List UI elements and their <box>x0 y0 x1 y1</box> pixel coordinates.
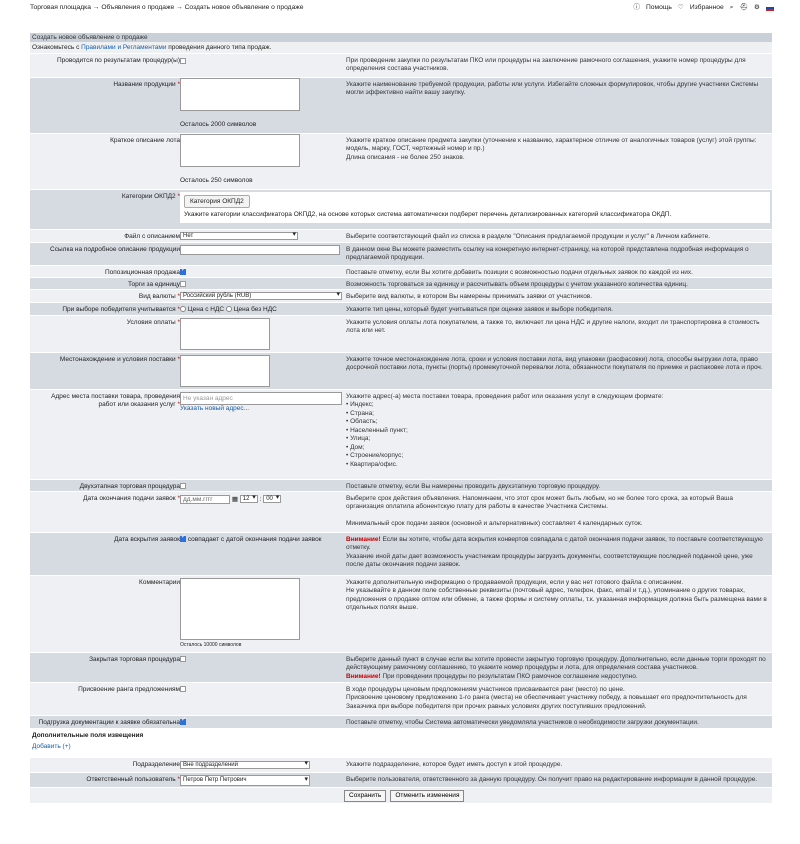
row-docs <box>30 715 772 728</box>
pos-checkbox[interactable] <box>180 269 186 275</box>
hint-payment: Укажите условия оплаты лота покупателем, а также то, включает ли цена НДС и другие налоги, входит ли транспортировка в стоимость лота или нет. <box>346 319 760 335</box>
required-mark: * <box>177 401 180 409</box>
row-rank <box>30 682 772 715</box>
row-location <box>30 352 772 389</box>
required-mark: * <box>177 81 180 88</box>
closed-checkbox[interactable] <box>180 656 186 662</box>
row-closed <box>30 652 772 682</box>
form <box>30 33 772 803</box>
name-textarea[interactable] <box>180 78 300 111</box>
row-responsible <box>30 772 772 787</box>
address-input[interactable]: Не указан адрес <box>180 392 342 405</box>
rank-value <box>180 686 186 694</box>
responsible-select[interactable]: Петров Петр Петрович ▾ <box>180 775 310 786</box>
hint-unit: Возможность торговаться за единицу и рассчитывать объем процедуры с учетом указанного количества единиц. <box>346 281 688 288</box>
add-field-link[interactable]: Добавить (+) <box>32 743 71 750</box>
hint-opendate <box>346 536 770 570</box>
radio-with-vat[interactable] <box>180 306 186 312</box>
responsible-value <box>180 775 310 786</box>
pko-checkbox[interactable] <box>180 58 186 64</box>
hint-winner: Укажите тип цены, который будет учитываться при оценке заявок и выборе победителя. <box>346 306 613 313</box>
hint-currency: Выберите вид валюты, в котором Вы намерены принимать заявки от участников. <box>346 293 593 300</box>
payment-textarea[interactable] <box>180 318 270 350</box>
required-mark: * <box>177 306 180 313</box>
row-okpd <box>30 189 772 229</box>
top-right-links <box>633 4 774 13</box>
label-location <box>35 356 180 364</box>
label-okpd-text: Категории ОКПД2 <box>121 193 176 200</box>
label-responsible-text: Ответственный пользователь <box>86 776 176 783</box>
required-mark: * <box>177 293 180 300</box>
label-currency-text: Вид валюты <box>138 293 176 300</box>
label-closed: Закрытая торговая процедура <box>89 656 180 663</box>
label-payment-text: Условия оплаты <box>126 319 176 326</box>
row-file <box>30 229 772 242</box>
label-desc: Краткое описание лота <box>110 137 180 144</box>
comments-counter: Осталось 10000 символов <box>180 642 242 648</box>
hint-comments: Укажите дополнительную информацию о продаваемой продукции, если у вас нет готового файла с описанием. Не указывайте в данном поле собственные реквизиты (почтовый адрес, телефон, факс, email и т.д.), упоминание о других товарах, предложения о продаже оптом или обмене, а также формы и систему оплаты, т.к. указанная информация должна быть размещена вами в отдельных полях выше. <box>346 579 767 612</box>
help-icon[interactable]: ⓘ <box>633 4 640 11</box>
label-enddate-text: Дата окончания подачи заявок <box>83 495 176 502</box>
warning-text: Внимание! <box>346 536 381 543</box>
search-icon[interactable]: ⌕ <box>729 4 734 11</box>
hint-responsible: Выберите пользователя, ответственного за данную процедуру. Он получит право на редактирование информации в данной процедуре. <box>346 776 758 783</box>
row-comments <box>30 575 772 652</box>
file-value <box>180 232 298 241</box>
required-mark: * <box>177 193 180 200</box>
rank-checkbox[interactable] <box>180 686 186 692</box>
label-twostage: Двухэтапная торговая процедура <box>79 483 180 490</box>
label-okpd <box>35 193 180 201</box>
row-unit <box>30 277 772 289</box>
row-currency <box>30 289 772 302</box>
required-mark: * <box>177 776 180 783</box>
department-select[interactable]: Вне подразделений ▾ <box>180 761 310 769</box>
label-pos: Попозиционная продажа <box>104 269 180 276</box>
radio-with-vat-label[interactable]: Цена с НДС <box>187 306 225 313</box>
location-textarea[interactable] <box>180 355 270 387</box>
favorites-icon[interactable]: ♡ <box>677 4 684 11</box>
hat-icon[interactable]: ⛑ <box>739 4 748 11</box>
required-mark: * <box>177 495 180 502</box>
link-input[interactable] <box>180 245 340 255</box>
label-link: Ссылка на подробное описание продукции <box>50 246 180 253</box>
hint-link: В данном окне Вы можете разместить ссылку на конкретную интернет-страницу, на которой представлена подробная информация о предлагаемой продукции. <box>346 246 749 262</box>
currency-value <box>180 292 342 301</box>
save-button[interactable]: Сохранить <box>344 790 386 802</box>
favorites-link[interactable]: Избранное <box>689 4 724 11</box>
label-department: Подразделение <box>132 761 180 768</box>
opendate-checkbox[interactable] <box>180 536 186 542</box>
docs-value <box>180 719 186 727</box>
gear-icon[interactable]: ⚙ <box>754 4 760 11</box>
label-docs: Подгрузка документации к заявке обязательна <box>38 719 180 726</box>
rules-link[interactable]: Правилами и Регламентами <box>81 44 167 51</box>
rules-notice <box>30 42 772 53</box>
hint-name: Укажите наименование требуемой продукции, работы или услуги. Избегайте сложных формулировок, чтобы другие участники Системы могли эффективно найти вашу закупку. <box>346 81 759 97</box>
label-address-text: Адрес места поставки товара, проведения работ или оказания услуг <box>51 393 180 409</box>
new-address-link[interactable]: Указать новый адрес... <box>180 405 250 412</box>
row-payment <box>30 315 772 352</box>
label-unit: Торги за единицу <box>128 281 180 288</box>
calendar-icon[interactable]: ▦ <box>231 496 238 503</box>
label-rank: Присвоение ранга предложениям <box>78 686 180 693</box>
hint-closed-text: Выберите данный пункт в случае если вы хотите провести закрытую торговую процедуру. Дополнительно, если данные торги проходят по действующему рамочному соглашению, то укажите номер процедуры и лота, для определения состава участников. <box>346 656 766 672</box>
label-location-text: Местонахождение и условия поставки <box>59 356 176 363</box>
label-comments: Комментарии <box>139 579 180 586</box>
label-name-text: Название продукции <box>113 81 176 88</box>
hint-desc: Укажите краткое описание предмета закупки (уточнение к названию, характерное отличие от аналогичных товаров (услуг) этой группы: модель, марку, ГОСТ, чертежный номер и пр.) Длина описания - не более 250 знаков. <box>346 137 757 161</box>
form-buttons <box>344 790 464 802</box>
required-mark: * <box>177 356 180 363</box>
extra-fields-title: Дополнительные поля извещения <box>30 728 772 743</box>
desc-textarea[interactable] <box>180 134 300 167</box>
hint-pko: При проведении закупки по результатам ПКО или процедуры на заключение рамочного соглашения, укажите номер процедуры для определения состава участников. <box>346 57 746 73</box>
hint-file: Выберите соответствующий файл из списка в разделе "Описания предлагаемой продукции и услуг" в Личном кабинете. <box>346 233 710 240</box>
row-link <box>30 242 772 265</box>
notice-text-2: проведения данного типа продаж. <box>166 44 272 51</box>
label-name <box>35 81 180 89</box>
page-title: Создать новое объявление о продаже <box>30 33 772 42</box>
desc-counter: Осталось 250 символов <box>180 177 253 184</box>
required-mark: * <box>177 319 180 326</box>
label-file: Файл с описанием <box>124 233 180 240</box>
label-winner-text: При выборе победителя учитывается <box>62 306 176 313</box>
radio-without-vat[interactable] <box>226 306 232 312</box>
warning-text: Внимание! <box>346 672 381 680</box>
hint-pos: Поставьте отметку, если Вы хотите добавить позиции с возможностью подачи отдельных заявок по каждой из них. <box>346 269 693 276</box>
hint-enddate: Выберите срок действия объявления. Напоминаем, что этот срок может быть любым, но не более того срока, за который Ваша организация оплатила абонентскую плату для работы в качестве Участника Системы. Минимальный срок подачи заявок (основной и альтернативных) составляет 4 календарных суток. <box>346 495 734 528</box>
winner-value <box>180 306 277 314</box>
hint-closed-text-2: При проведении процедуры по результатам ПКО рамочное соглашение недоступно. <box>380 672 638 680</box>
name-counter: Осталось 2000 символов <box>180 121 257 128</box>
comments-textarea[interactable] <box>180 578 300 640</box>
row-twostage <box>30 479 772 491</box>
unit-checkbox[interactable] <box>180 281 186 287</box>
hint-closed <box>346 656 770 681</box>
enddate-input[interactable]: дд.мм.гггг <box>180 495 230 504</box>
hint-department: Укажите подразделение, которое будет иметь доступ к этой процедуре. <box>346 761 563 768</box>
notice-text: Ознакомьтесь с <box>32 44 82 51</box>
link-value <box>180 245 340 258</box>
okpd-box <box>180 192 770 223</box>
closed-value <box>180 656 186 664</box>
label-currency <box>35 293 180 301</box>
label-opendate: Дата вскрытия заявок <box>114 536 180 543</box>
hint-location: Укажите точное местонахождение лота, сроки и условия поставки лота, вид упаковки (расфасовки) лота, способы выгрузки лота, право досрочной поставки лота, пункты (порты) промежуточной перевалки лота, обязанности покупателя по приемке и распаковке лота и проч. <box>346 356 763 372</box>
hint-address: Укажите адрес(-а) места поставки товара, проведения работ или оказания услуг в следующем формате: • Индекс; • Страна; • Область; • Населенный пункт; • Улица; • Дом; • Строение/корпус; • Квартира/офис. <box>346 393 664 468</box>
file-select[interactable]: Нет ▾ <box>180 232 298 240</box>
top-bar <box>30 4 774 14</box>
hint-docs: Поставьте отметку, чтобы Система автоматически уведомляла участников о необходимости загрузки документации. <box>346 719 699 726</box>
row-buttons <box>30 787 772 803</box>
row-name <box>30 77 772 133</box>
opendate-value <box>180 536 322 544</box>
row-opendate <box>30 532 772 575</box>
label-address <box>35 393 180 410</box>
department-value <box>180 761 310 770</box>
extra-fields-row <box>30 743 772 757</box>
opendate-checkbox-label[interactable]: совпадает с датой окончания подачи заявок <box>187 536 322 543</box>
russian-flag-icon[interactable] <box>766 5 774 11</box>
hint-twostage: Поставьте отметку, если Вы намерены проводить двухэтапную торговую процедуру. <box>346 483 601 490</box>
label-winner <box>35 306 180 314</box>
breadcrumb[interactable]: Торговая площадка → Объявления о продаже → Создать новое объявление о продаже <box>30 4 304 11</box>
twostage-checkbox[interactable] <box>180 483 186 489</box>
row-enddate <box>30 491 772 532</box>
row-pos <box>30 265 772 277</box>
docs-checkbox[interactable] <box>180 719 186 725</box>
help-link[interactable]: Помощь <box>646 4 672 11</box>
row-pko <box>30 53 772 77</box>
currency-select[interactable]: Российский рубль (RUB) ▾ <box>180 292 342 300</box>
hint-okpd: Укажите категории классификатора ОКПД2, на основе которых система автоматически подберет перечень детализированных категорий классификатора ОКДП. <box>184 211 672 218</box>
row-desc <box>30 133 772 189</box>
okpd-button[interactable]: Категория ОКПД2 <box>184 195 250 208</box>
pko-value <box>180 58 186 66</box>
hint-rank: В ходе процедуры ценовым предложениям участников присваивается ранг (место) по цене. Присвоение ценовому предложению 1-го ранга (места) не обеспечивает участнику победу, а повышает его предпочтительность для Заказчика при выборе победителя при прочих равных условиях других поступивших предложений. <box>346 686 747 710</box>
address-value <box>180 392 342 413</box>
hint-opendate-text: Если вы хотите, чтобы дата вскрытия конвертов совпадала с датой окончания подачи заявок, то поставьте соответствующую отметку. Указание иной даты дает возможность участникам процедуры загрузить документы, соответствующие последней поданной цене, уже после даты окончания подачи заявок. <box>346 536 763 569</box>
row-department <box>30 757 772 772</box>
label-payment <box>35 319 180 327</box>
hour-select[interactable]: 12 ▾ <box>240 495 258 503</box>
minute-select[interactable]: 00 ▾ <box>263 495 281 503</box>
label-enddate <box>35 495 180 503</box>
enddate-value: дд.мм.гггг ▦ 12 ▾ : 00 ▾ <box>180 495 281 504</box>
cancel-button[interactable]: Отменить изменения <box>390 790 464 802</box>
label-pko: Проводится по результатам процедур(ы) <box>57 57 180 64</box>
label-responsible <box>35 776 180 784</box>
row-winner <box>30 302 772 315</box>
radio-without-vat-label[interactable]: Цена без НДС <box>233 306 277 313</box>
row-address <box>30 389 772 479</box>
